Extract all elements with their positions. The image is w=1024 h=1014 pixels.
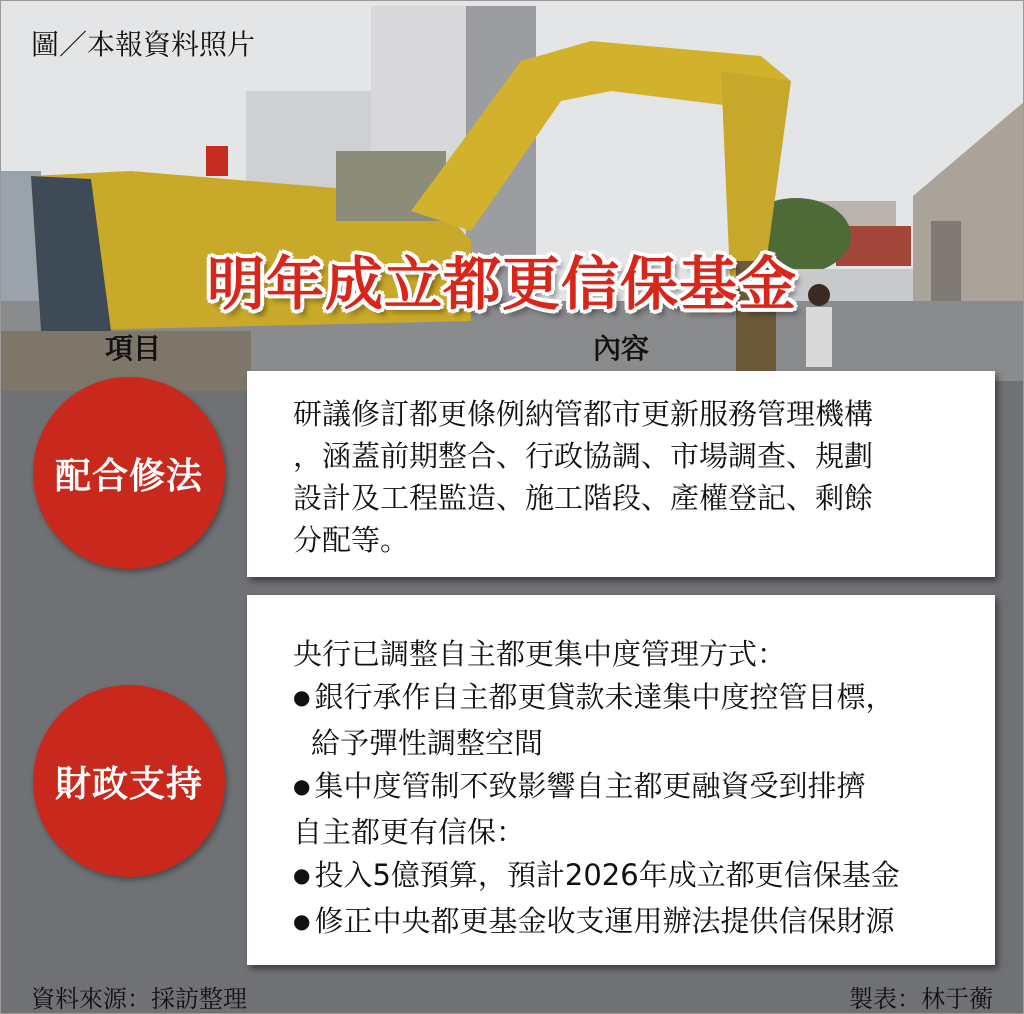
card-2-line: 央行已調整自主都更集中度管理方式： [293,637,787,671]
column-header-content: 內容 [593,332,650,365]
content-card-2 [247,595,995,965]
item-badge-label: 財政支持 [54,763,203,805]
item-badge-financial-support [33,685,225,877]
headline: 明年成立都更信保基金 [207,250,798,318]
photo-credit: 圖／本報資料照片 [31,28,256,61]
card-1-line: 分配等。 [293,523,410,557]
item-badge-label: 配合修法 [54,455,203,497]
chart-credit: 製表：林于蘅 [849,985,993,1013]
card-1-text [293,393,971,561]
card-2-bullet-line: ● 投入5億預算，預計2026年成立都更信保基金 [293,854,971,900]
column-header-item: 項目 [105,332,162,365]
card-2-text [293,633,971,946]
card-2-line: 給予彈性調整空間 [311,726,544,760]
card-2-line: 自主都更有信保： [293,815,526,849]
card-2-bullet-line: ● 集中度管制不致影響自主都更融資受到排擠 [293,765,971,811]
card-2-bullet-line: ● 銀行承作自主都更貸款未達集中度控管目標， [293,676,971,722]
item-badge-law-amendment [33,377,225,569]
card-2-bullet-line: ● 修正中央都更基金收支運用辦法提供信保財源 [293,900,971,946]
card-1-line: ，涵蓋前期整合、行政協調、市場調查、規劃 [293,439,874,473]
data-source: 資料來源：採訪整理 [31,985,247,1013]
card-1-line: 設計及工程監造、施工階段、產權登記、剩餘 [293,481,874,515]
card-1-line: 研議修訂都更條例納管都市更新服務管理機構 [293,397,874,431]
content-card-1 [247,371,995,577]
